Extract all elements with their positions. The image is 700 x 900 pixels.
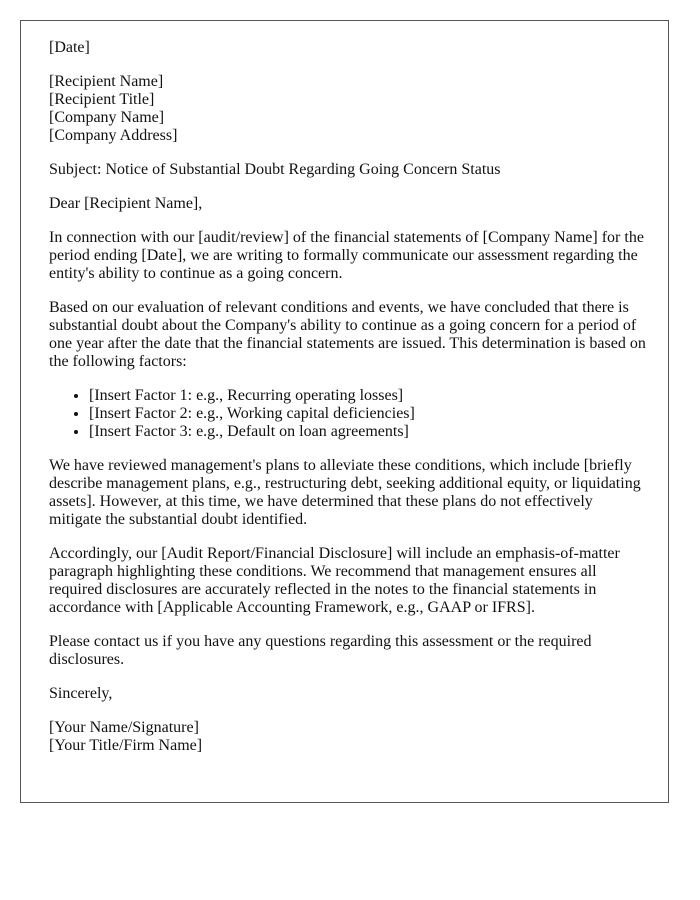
factors-list	[49, 387, 647, 441]
paragraph-management-plans: We have reviewed management's plans to alleviate these conditions, which include [briefly describe management plans, e.g., restructuring debt, seeking additional equity, or liquidating assets]. However, at this time, we have determined that these plans do not effectively mitigate the substantial doubt identified.	[49, 457, 641, 528]
recipient-name: [Recipient Name]	[49, 73, 164, 90]
factor-item: • [Insert Factor 1: e.g., Recurring operating losses]	[89, 387, 647, 405]
letter-salutation: Dear [Recipient Name],	[49, 195, 203, 212]
recipient-company: [Company Name]	[49, 109, 165, 126]
paragraph-contact: Please contact us if you have any questions regarding this assessment or the required disclosures.	[49, 633, 592, 668]
letter-date: [Date]	[49, 39, 90, 56]
letter-closing: Sincerely,	[49, 685, 113, 702]
recipient-address: [Company Address]	[49, 127, 178, 144]
letter-document	[20, 20, 669, 803]
factor-item: • [Insert Factor 3: e.g., Default on loan agreements]	[89, 423, 647, 441]
paragraph-conclusion: Based on our evaluation of relevant conditions and events, we have concluded that there is substantial doubt about the Company's ability to continue as a going concern for a period of one year after the date that the financial statements are issued. This determination is based on the following factors:	[49, 299, 646, 370]
paragraph-intro: In connection with our [audit/review] of the financial statements of [Company Name] for the period ending [Date], we are writing to formally communicate our assessment regarding the entity's ability to continue as a going concern.	[49, 229, 644, 282]
recipient-block	[49, 73, 647, 145]
signature-title: [Your Title/Firm Name]	[49, 737, 203, 754]
signature-block	[49, 719, 647, 755]
recipient-title: [Recipient Title]	[49, 91, 155, 108]
paragraph-emphasis: Accordingly, our [Audit Report/Financial Disclosure] will include an emphasis-of-matter paragraph highlighting these conditions. We recommend that management ensures all required disclosures are accurately reflected in the notes to the financial statements in accordance with [Applicable Accounting Framework, e.g., GAAP or IFRS].	[49, 545, 620, 616]
signature-name: [Your Name/Signature]	[49, 719, 199, 736]
factor-item: • [Insert Factor 2: e.g., Working capital deficiencies]	[89, 405, 647, 423]
letter-subject: Subject: Notice of Substantial Doubt Regarding Going Concern Status	[49, 161, 501, 178]
